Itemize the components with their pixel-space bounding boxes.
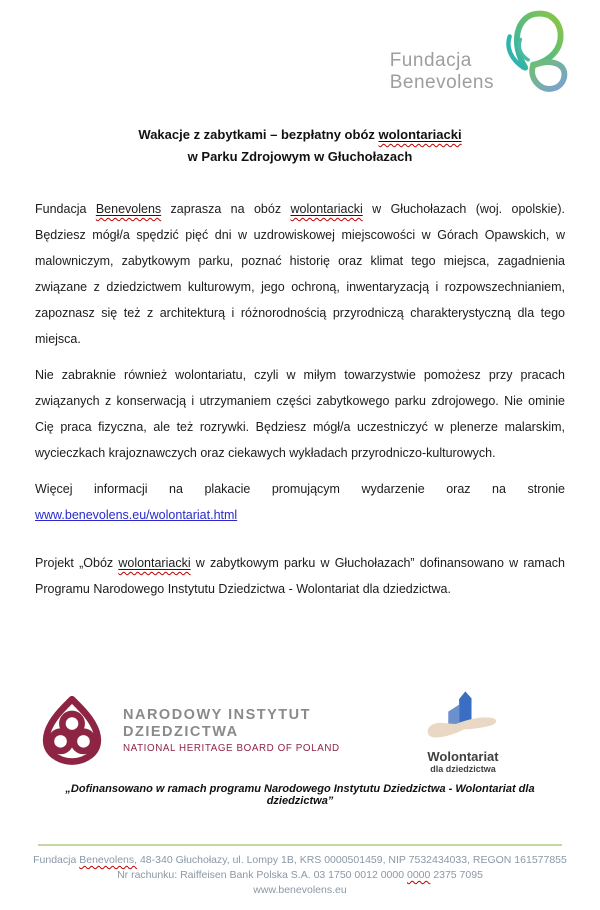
wolontariat-logo [403,686,523,775]
paragraph-project-funding [35,550,565,602]
paragraph-intro [35,196,565,352]
title-line2: w Parku Zdrojowym w Głuchołazach [187,149,413,164]
paragraph-activities: Nie zabraknie również wolontariatu, czyli w miłym towarzystwie pomożesz przy pracach związanych z konserwacją i utrzymaniem części zabytkowego parku zdrojowego. Nie ominie Cię praca fizyczna, ale też rozrywki. Będziesz mógł/a uczestniczyć w plenerze malarskim, wycieczkach krajoznawczych oraz ciekawych wykładach przyrodniczo-kulturowych. [35,368,565,460]
misspelled-word: wolontariacki [118,556,191,570]
title-underlined-word: wolontariacki [378,127,462,142]
wolontariat-label-line1: Wolontariat [427,749,499,764]
nid-logo [35,694,340,768]
volunteer-page-link[interactable]: www.benevolens.eu/wolontariat.html [35,508,238,522]
p4-text: w zabytkowym parku w Głuchołazach” dofinansowano w ramach Programu Narodowego Instytutu Dziedzictwa - Wolontariat dla dziedzictwa. [35,556,565,596]
butterfly-logo-icon [496,8,574,100]
paragraph-more-info [35,476,565,528]
nid-trefoil-emblem-icon [35,694,109,768]
nid-name-line2: DZIEDZICTWA [123,724,239,740]
footer-line-bank-account [0,868,600,883]
misspelled-word: wolontariacki [290,202,363,216]
title-line1 [35,124,565,146]
title-line1-text: Wakacje z zabytkami – bezpłatny obóz [138,127,379,142]
wolontariat-label-line2: dla dziedzictwa [430,764,496,774]
p1-text: zaprasza na obóz [161,202,291,216]
brand-name-line2: Benevolens [389,72,494,93]
partner-logos [35,686,565,775]
brand-name-line1: Fundacja [389,50,472,71]
p3-text: Więcej informacji na plakacie promującym wydarzenie oraz na stronie [35,482,565,496]
nid-name-line1: NARODOWY INSTYTUT [123,707,311,723]
footer-line-address [0,853,600,868]
page-title [35,124,565,168]
brand-name [390,50,494,100]
footer-text: 2375 7095 [430,869,483,881]
page-footer [0,844,600,898]
misspelled-word: 0000 [407,869,431,881]
hand-holding-monument-icon [411,686,515,748]
misspelled-word: Benevolens [95,202,162,216]
p1-text: Fundacja [35,202,96,216]
footer-text: Nr rachunku: Raiffeisen Bank Polska S.A. 03 1750 0012 0000 [117,869,407,881]
footer-text: Fundacja [33,854,80,866]
p4-text: Projekt „Obóz [35,556,119,570]
p1-text: w Głuchołazach (woj. opolskie). Będziesz mógł/a spędzić pięć dni w uzdrowiskowej miejscowości w Górach Opawskich, w malowniczym, zabytkowym parku, poznać historię oraz klimat tego miejsca, zagadnienia związane z dziedzictwem kulturowym, jego ochroną, inwentaryzacją i rozpowszechnianiem, zapoznasz się też z architekturą i różnorodnością przyrodniczą charakterystyczną dla tego miejsca. [35,202,565,346]
misspelled-word: Benevolens, [79,854,138,866]
brand-logo [390,8,574,100]
nid-name-english: NATIONAL HERITAGE BOARD OF POLAND [123,743,340,754]
footer-text: 48-340 Głuchołazy, ul. Lompy 1B, KRS 0000501459, NIP 7532434033, REGON 161577855 [137,854,567,866]
footer-divider [38,844,562,846]
funding-caption: „Dofinansowano w ramach programu Narodowego Instytutu Dziedzictwa - Wolontariat dla dziedzictwa” [65,783,535,807]
footer-line-website: www.benevolens.eu [253,884,347,896]
nid-logo-text [123,707,340,754]
